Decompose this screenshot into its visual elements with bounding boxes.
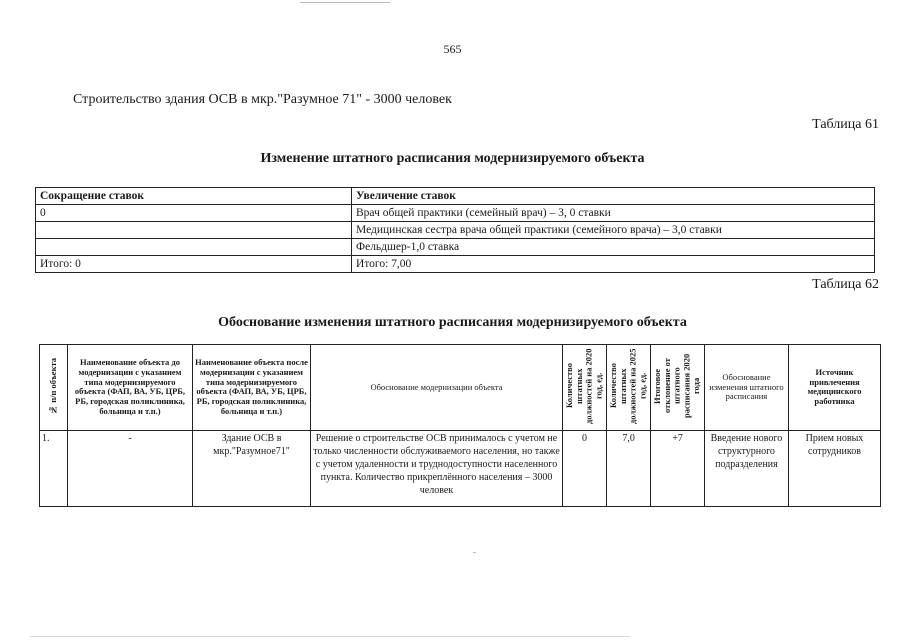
document-subject: Строительство здания ОСВ в мкр."Разумное 71" - 3000 человек xyxy=(73,92,452,107)
table-cell: +7 xyxy=(651,430,705,506)
column-header-object-after: Наименование объекта после модернизации с указанием типа модернизируемого объекта (ФАП, ВА, УБ, ЦРБ, РБ, городская поликлиника, больница и т.п.) xyxy=(193,345,311,431)
column-header-increase: Увеличение ставок xyxy=(352,188,875,205)
column-header-number: № п/п объекта xyxy=(40,345,68,431)
scan-dots xyxy=(473,552,476,553)
table-cell: 1. xyxy=(40,430,68,506)
table-62-title: Обоснование изменения штатного расписания модернизируемого объекта xyxy=(218,315,687,330)
table-row xyxy=(36,239,875,256)
scan-edge-bottom xyxy=(30,636,630,637)
table-total-row xyxy=(36,256,875,273)
table-row xyxy=(40,430,881,506)
page-number: 565 xyxy=(443,42,462,56)
table-row xyxy=(36,205,875,222)
table-cell xyxy=(36,239,352,256)
staff-change-table xyxy=(35,187,875,273)
table-cell: - xyxy=(68,430,193,506)
column-header-change-reason: Обоснование изменения штатного расписания xyxy=(704,345,788,431)
table-cell: Введение нового структурного подразделения xyxy=(704,430,788,506)
column-header-positions-2020: Количество штатных должностей на 2020 год, ед. xyxy=(563,345,607,431)
table-cell: Решение о строительстве ОСВ принималось с учетом не только численности обслуживаемого населения, но также с учетом удаленности и труднодоступности населенного пункта. Количество прикреплённого населения – 3000 человек xyxy=(311,430,563,506)
column-header-reduction: Сокращение ставок xyxy=(36,188,352,205)
column-header-object-before: Наименование объекта до модернизации с указанием типа модернизируемого объекта (ФАП, ВА, УБ, ЦРБ, РБ, городская поликлиника, больница и т.п.) xyxy=(68,345,193,431)
table-62-label: Таблица 62 xyxy=(812,277,879,292)
table-cell: Врач общей практики (семейный врач) – 3, 0 ставки xyxy=(352,205,875,222)
column-header-positions-2025: Количество штатных должностей на 2025 год, ед. xyxy=(607,345,651,431)
table-61-label: Таблица 61 xyxy=(812,117,879,132)
table-61-title: Изменение штатного расписания модернизируемого объекта xyxy=(260,151,645,166)
table-cell: Медицинская сестра врача общей практики (семейного врача) – 3,0 ставки xyxy=(352,222,875,239)
table-header-row xyxy=(36,188,875,205)
staff-justification-table xyxy=(39,344,881,507)
table-row xyxy=(36,222,875,239)
table-cell: Фельдшер-1,0 ставка xyxy=(352,239,875,256)
column-header-staff-source: Источник привлечения медицинского работника xyxy=(788,345,880,431)
table-cell: Итого: 7,00 xyxy=(352,256,875,273)
table-cell: 0 xyxy=(36,205,352,222)
table-cell: 0 xyxy=(563,430,607,506)
column-header-justification: Обоснование модернизации объекта xyxy=(311,345,563,431)
table-cell: Здание ОСВ в мкр."Разумное71" xyxy=(193,430,311,506)
table-cell: Прием новых сотрудников xyxy=(788,430,880,506)
table-cell: 7,0 xyxy=(607,430,651,506)
column-header-deviation: Итоговое отклонение от штатного расписания 2020 года xyxy=(651,345,705,431)
table-cell: Итого: 0 xyxy=(36,256,352,273)
scan-edge-top xyxy=(300,2,390,3)
table-header-row xyxy=(40,345,881,431)
table-cell xyxy=(36,222,352,239)
